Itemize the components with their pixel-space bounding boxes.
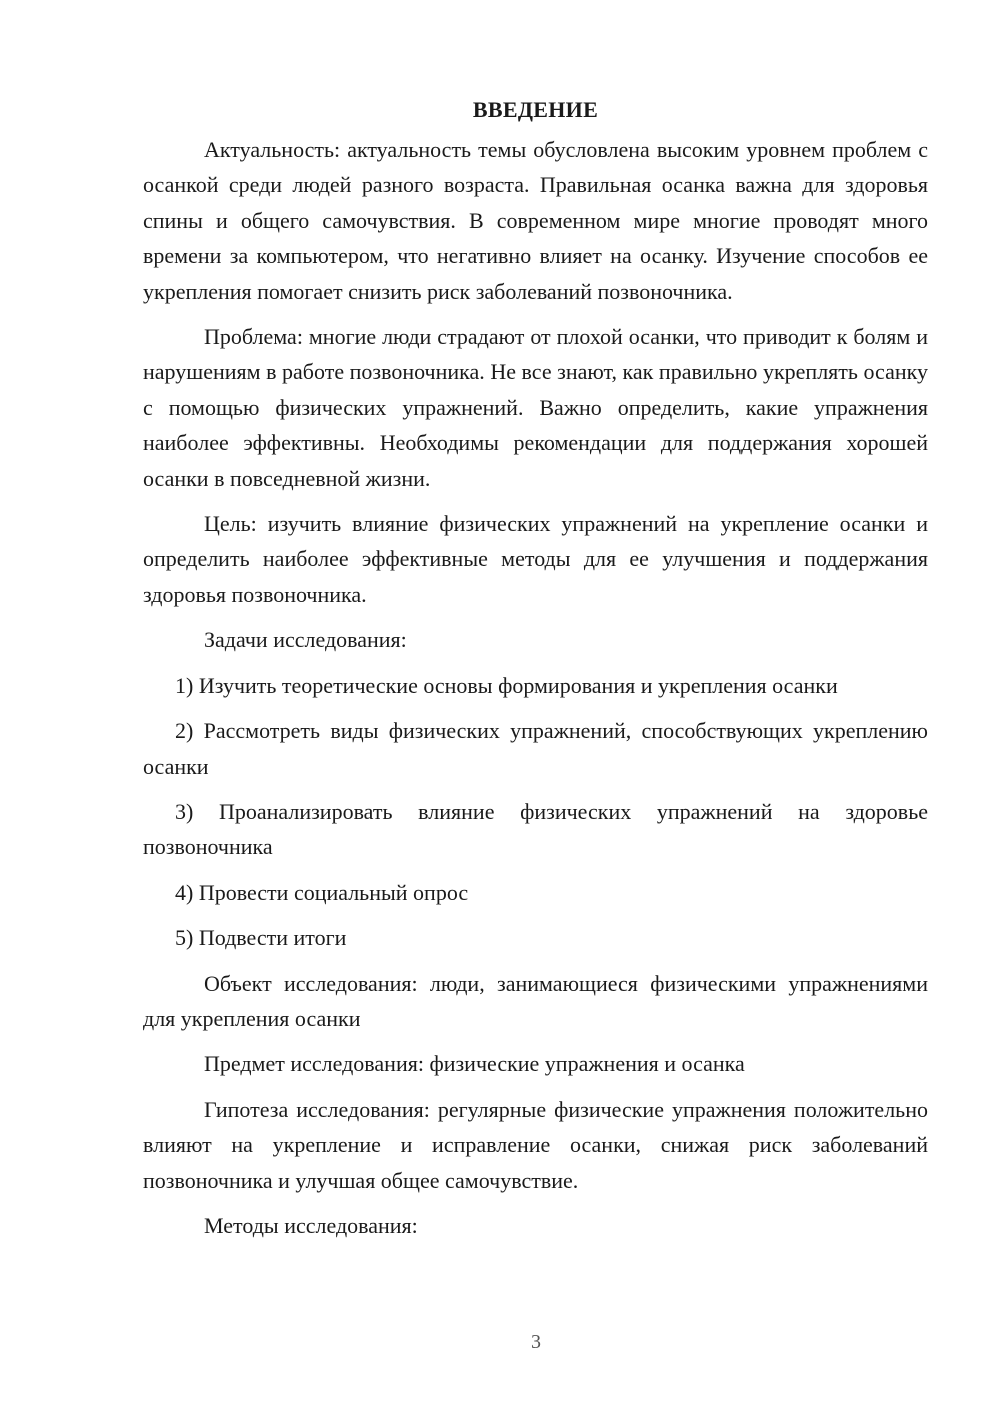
task-item-4: 4) Провести социальный опрос (175, 879, 469, 905)
paragraph-object: Объект исследования: люди, занимающиеся физическими упражнениями для укрепления осанки (143, 970, 928, 1031)
paragraph-tasks-title: Задачи исследования: (204, 627, 407, 653)
paragraph-hypothesis: Гипотеза исследования: регулярные физические упражнения положительно влияют на укрепление и исправление осанки, снижая риск заболеваний позвоночника и улучшая общее самочувствие. (143, 1096, 928, 1193)
task-item-3: 3) Проанализировать влияние физических упражнений на здоровье позвоночника (143, 798, 928, 860)
task-item-5: 5) Подвести итоги (175, 925, 347, 951)
page-content (143, 92, 928, 1253)
paragraph-relevance: Актуальность: актуальность темы обусловлена высоким уровнем проблем с осанкой среди людей разного возраста. Правильная осанка важна для здоровья спины и общего самочувствия. В современном мире многие проводят много времени за компьютером, что негативно влияет на осанку. Изучение способов ее укрепления помогает снизить риск заболеваний позвоночника. (143, 137, 928, 304)
task-item-1: 1) Изучить теоретические основы формирования и укрепления осанки (175, 672, 838, 698)
paragraph-methods-title: Методы исследования: (204, 1212, 418, 1238)
paragraph-subject: Предмет исследования: физические упражнения и осанка (204, 1051, 745, 1077)
page-number: 3 (531, 1331, 541, 1353)
paragraph-goal: Цель: изучить влияние физических упражнений на укрепление осанки и определить наиболее эффективные методы для ее улучшения и поддержания здоровья позвоночника. (143, 511, 928, 607)
paragraph-problem: Проблема: многие люди страдают от плохой осанки, что приводит к болям и нарушениям в работе позвоночника. Не все знают, как правильно укреплять осанку с помощью физических упражнений. Важно определить, какие упражнения наиболее эффективны. Необходимы рекомендации для поддержания хорошей осанки в повседневной жизни. (143, 324, 928, 491)
section-heading: ВВЕДЕНИЕ (472, 97, 599, 122)
task-item-2: 2) Рассмотреть виды физических упражнений, способствующих укреплению осанки (143, 718, 928, 779)
